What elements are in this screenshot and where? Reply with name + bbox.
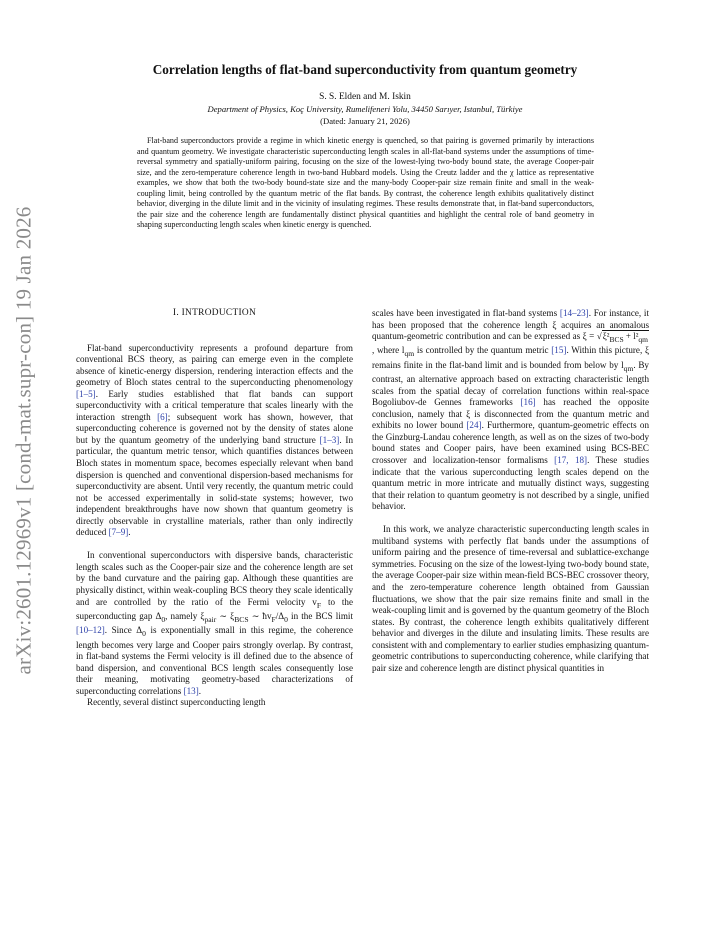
citation-link[interactable]: [6] bbox=[157, 411, 168, 422]
citation-link[interactable]: [13] bbox=[183, 685, 199, 696]
right-column bbox=[372, 308, 649, 674]
citation-link[interactable]: [7–9] bbox=[108, 527, 129, 538]
authors: S. S. Elden and M. Iskin bbox=[319, 92, 411, 102]
arxiv-sidebar bbox=[2, 180, 46, 700]
citation-link[interactable]: [24] bbox=[466, 420, 482, 431]
citation-link[interactable]: [1–5] bbox=[76, 388, 96, 399]
citation-link[interactable]: [17, 18] bbox=[554, 454, 588, 465]
arxiv-identifier: arXiv:2601.12969v1 [cond-mat.supr-con] 19 Jan 2026 bbox=[11, 206, 36, 674]
section-heading: I. INTRODUCTION bbox=[172, 308, 257, 318]
date-line: (Dated: January 21, 2026) bbox=[320, 116, 410, 126]
left-column bbox=[76, 308, 353, 709]
affiliation: Department of Physics, Koç University, Rumelifeneri Yolu, 34450 Sarıyer, Istanbul, Türkiye bbox=[207, 104, 523, 114]
citation-link[interactable]: [15] bbox=[551, 345, 567, 356]
citation-link[interactable]: [14–23] bbox=[559, 308, 589, 318]
intro-paragraph-3-cont: scales have been investigated in flat-band systems [14–23]. For instance, it has been proposed that the coherence length ξ acquires an anomalous quantum-geometric contribution and can be expressed as $\xi = √\xi^2_{BCS} + l^2_{qm}$, where $l_{qm}$ is controlled by the quantum metric [15]. Within this picture, ξ remains finite in the flat-band limit and is bounded from below by $l_{qm}$. By contrast, an alternative approach based on extracting characteristic length scales from the spatial decay of correlation functions within real-space Bogoliubov-de Gennes frameworks [16] has reached the opposite conclusion, namely that ξ is disconnected from the quantum metric and exhibits no lower bound [24]. Furthermore, quantum-geometric effects on the Ginzburg-Landau coherence length, as well as on the sizes of two-body bound states and Cooper pairs, have been examined using BCS-BEC crossover and localization-tensor formalisms [17, 18]. These studies indicate that the various superconducting length scales depend on the quantum metric in more intricate and mutually distinct ways, suggesting that their relation to quantum geometry is not described by a single, unified behavior. bbox=[372, 308, 649, 512]
intro-paragraph-3: Recently, several distinct superconducting length bbox=[87, 697, 266, 708]
paper-title: Correlation lengths of flat-band superconductivity from quantum geometry bbox=[152, 62, 578, 77]
intro-paragraph-4: In this work, we analyze characteristic superconducting length scales in multiband systems with perfectly flat bands under the assumptions of uniform pairing and the presence of time-reversal and sublattice-exchange symmetries. Focusing on the size of the lowest-lying two-body bound state, the average Cooper-pair size within mean-field BCS-BEC crossover theory, and the zero-temperature coherence length obtained from Gaussian fluctuations, we show that the pair size remains finite and small in the weak-coupling limit and is governed by the quantum geometry of the Bloch states. By contrast, the coherence length exhibits qualitatively different behavior and diverges in the dilute and insulating limits. These results are consistent with and complementary to earlier studies emphasizing quantum-geometric contributions to superconducting coherence, while clarifying that pair size and coherence length are distinct physical quantities in bbox=[372, 524, 649, 673]
abstract bbox=[137, 136, 594, 231]
citation-link[interactable]: [1–3] bbox=[319, 434, 340, 445]
sqrt-formula: $√\xi^2_{BCS} + l^2_{qm}$ bbox=[596, 331, 648, 344]
intro-paragraph-1: Flat-band superconductivity represents a profound departure from conventional BCS theory, as pairing can emerge even in the complete absence of kinetic-energy dispersion, rendering interaction effects and the geometry of Bloch states central to the superconducting phenomenology [1–5]. Early studies established that flat bands can support superconductivity with a critical temperature that scales linearly with the interaction strength [6]; subsequent work has shown, however, that superconducting coherence is governed not by the density of states alone but by the quantum geometry of the underlying band structure [1–3]. In particular, the quantum metric tensor, which quantifies distances between Bloch states in momentum space, becomes especially relevant when band dispersion is quenched and conventional dispersion-based mechanisms for superconductivity are absent. Until very recently, the quantum metric could not be accessed experimentally in solid-state systems; however, two independent breakthroughs have now shown that quantum geometry is directly observable in crystalline materials, rather than only indirectly deduced [7–9]. bbox=[76, 342, 353, 538]
citation-link[interactable]: [16] bbox=[520, 397, 536, 408]
citation-link[interactable]: [10–12] bbox=[76, 625, 105, 636]
abstract-text: Flat-band superconductors provide a regime in which kinetic energy is quenched, so that pairing is governed primarily by interactions and quantum geometry. We investigate characteristic superconducting length scales in all-flat-band systems under the assumptions of time-reversal symmetry and spatially-uniform pairing, focusing on the size of the lowest-lying two-body bound state, the average Cooper-pair size, and the zero-temperature coherence length in two-band Hubbard models. Using the Creutz ladder and the χ lattice as representative examples, we show that both the two-body bound-state size and the many-body Cooper-pair size remain finite and small in the weak-coupling limit, being controlled by the quantum metric of the flat bands. By contrast, the coherence length exhibits qualitatively distinct behavior, diverging in the dilute limit and in the vicinity of insulating regimes. These results demonstrate that, in flat-band superconductors, the pair size and the coherence length are fundamentally distinct physical quantities and highlight the central role of band geometry in shaping superconducting length scales when kinetic energy is quenched. bbox=[137, 136, 594, 230]
intro-paragraph-2: In conventional superconductors with dispersive bands, characteristic length scales such as the Cooper-pair size and the coherence length are set by the band curvature and the pairing gap. Although these quantities are physically distinct, within weak-coupling BCS theory they scale identically and are controlled by the ratio of the Fermi velocity $v_F$ to the superconducting gap $\Delta_0$, namely $\xi_{pair}$ ∼ $\xi_{BCS}$ ∼ $ħv_F/\Delta_0$ in the BCS limit [10–12]. Since $\Delta_0$ is exponentially small in this regime, the coherence length becomes very large and Cooper pairs strongly overlap. By contrast, in flat-band systems the Fermi velocity is ill defined due to the absence of band dispersion, and conventional BCS length scales consequently lose their meaning, motivating geometry-based characterizations of superconducting correlations [13]. bbox=[76, 550, 353, 696]
